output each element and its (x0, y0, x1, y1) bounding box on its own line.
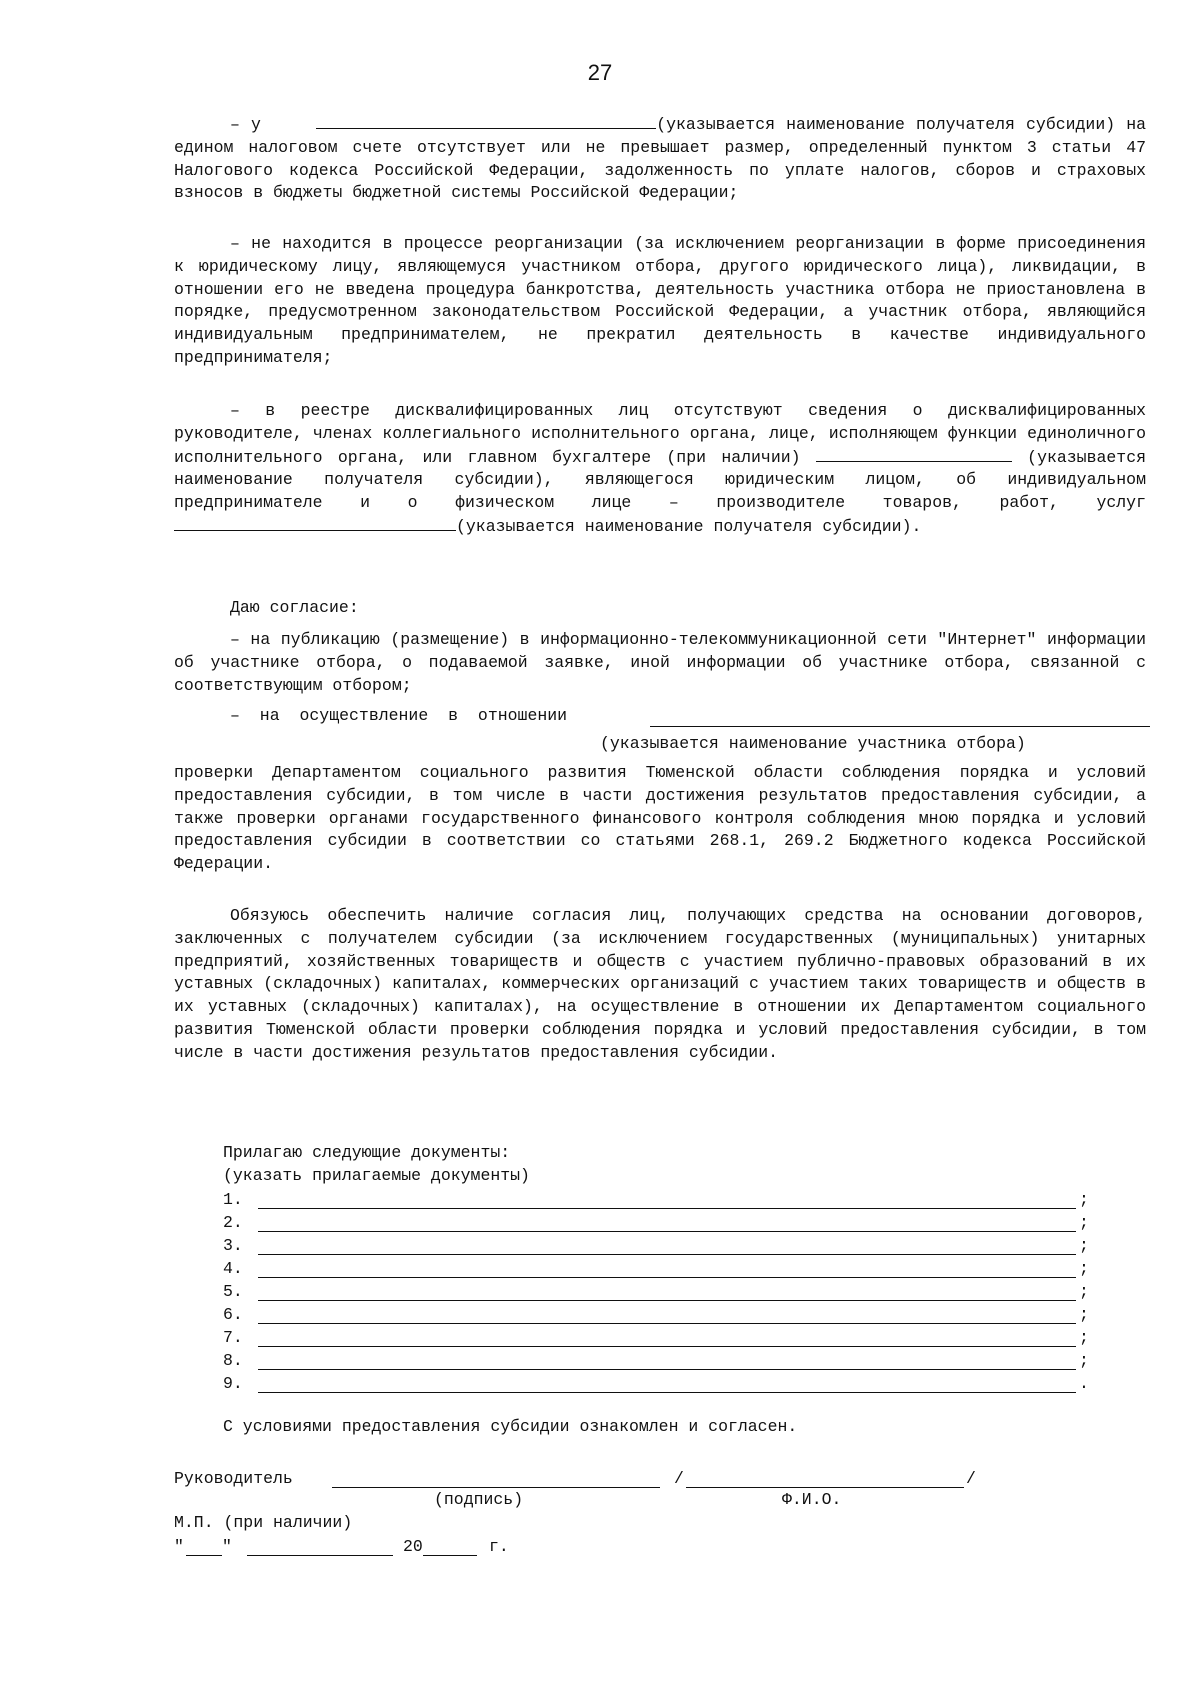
date-year-blank (423, 1555, 477, 1556)
consent-item-publication-text: – на публикацию (размещение) в информационно-телекоммуникационной сети "Интернет" информации об участнике отбора, о подаваемой заявке, иной информации об участнике отбора, связанной с соответствующим отбором; (174, 630, 1146, 695)
paragraph-tax-debt-body: (указывается наименование получателя субсидии) на едином налоговом счете отсутствует или не превышает размер, определенный пунктом 3 статьи 47 Налогового кодекса Российской Федерации, задолженность по уплате налогов, сборов и страховых взносов в бюджеты бюджетной системы Российской Федерации; (174, 115, 1146, 203)
paragraph-disqualified-part2: (указывается наименование получателя субсидии), являющегося юридическим лицом, об индивидуальном предпринимателе и о физическом лице – производителе товаров, работ, услуг (174, 447, 1146, 513)
paragraph-reorganization (174, 233, 1146, 370)
full-name-caption: Ф.И.О. (782, 1490, 842, 1509)
recipient-name-blank (316, 113, 656, 129)
attachment-line[interactable] (258, 1231, 1076, 1232)
attachment-terminator: ; (1079, 1305, 1089, 1324)
attachment-number: 3. (223, 1236, 243, 1255)
attachment-line[interactable] (258, 1392, 1076, 1393)
recipient-name-blank-3 (174, 515, 456, 531)
paragraph-reorganization-text: – не находится в процессе реорганизации (за исключением реорганизации в форме присоединения к юридическому лицу, являющемуся участником отбора, другого юридического лица), ликвидации, в отношении его не введена процедура банкротства, деятельность участника отбора не приостановлена в порядке, предусмотренном законодательством Российской Федерации, а участник отбора, являющийся индивидуальным предпринимателем, не прекратил деятельность в качестве индивидуального предпринимателя; (174, 234, 1146, 367)
date-quote-close: " (222, 1537, 232, 1556)
attachment-number: 2. (223, 1213, 243, 1232)
attachment-line[interactable] (258, 1369, 1076, 1370)
paragraph-tax-debt-text (174, 113, 1146, 205)
page-number: 27 (587, 60, 613, 85)
signature-role: Руководитель (174, 1469, 293, 1488)
attachment-number: 9. (223, 1374, 243, 1393)
date-year-suffix: г. (489, 1537, 509, 1556)
date-month-blank (247, 1555, 393, 1556)
attachment-line[interactable] (258, 1208, 1076, 1209)
attachment-terminator: ; (1079, 1282, 1089, 1301)
full-name-blank (686, 1487, 964, 1488)
signature-caption: (подпись) (434, 1490, 524, 1509)
attachment-line[interactable] (258, 1300, 1076, 1301)
participant-name-hint: (указывается наименование участника отбора) (600, 734, 1026, 753)
recipient-name-blank-2 (816, 446, 1012, 462)
attachment-line[interactable] (258, 1323, 1076, 1324)
paragraph-disqualified-text (174, 400, 1146, 539)
agreement-statement: С условиями предоставления субсидии ознакомлен и согласен. (223, 1417, 798, 1436)
date-day-blank (186, 1555, 222, 1556)
attachment-terminator: ; (1079, 1236, 1089, 1255)
date-quote-open: " (174, 1537, 184, 1556)
attachment-line[interactable] (258, 1277, 1076, 1278)
participant-name-blank (650, 726, 1150, 727)
consent-item-inspection (174, 762, 1146, 876)
paragraph-disqualified-part1: – в реестре дисквалифицированных лиц отсутствуют сведения о дисквалифицированных руководителе, членах коллегиального исполнительного органа, лице, исполняющем функции единоличного исполнительного органа, или главном бухгалтере (при наличии) (174, 401, 1146, 467)
date-year-prefix: 20 (403, 1537, 423, 1556)
attachment-number: 8. (223, 1351, 243, 1370)
attachment-number: 5. (223, 1282, 243, 1301)
signature-slash-left: / (674, 1469, 684, 1488)
consent-item-inspection-text: проверки Департаментом социального развития Тюменской области соблюдения порядка и условий предоставления субсидии, в том числе в части достижения результатов предоставления субсидии, а также проверки органами государственного финансового контроля соблюдения мною порядка и условий предоставления субсидии в соответствии со статьями 268.1, 269.2 Бюджетного кодекса Российской Федерации. (174, 763, 1146, 874)
attachment-terminator: ; (1079, 1351, 1089, 1370)
attachment-terminator: . (1079, 1374, 1089, 1393)
stamp-note: М.П. (при наличии) (174, 1513, 353, 1532)
attachment-terminator: ; (1079, 1328, 1089, 1347)
obligation-paragraph (174, 905, 1146, 1065)
paragraph-disqualified-part3: (указывается наименование получателя субсидии). (456, 516, 922, 536)
attachment-number: 1. (223, 1190, 243, 1209)
signature-blank (332, 1487, 660, 1488)
obligation-text: Обязуюсь обеспечить наличие согласия лиц, получающих средства на основании договоров, заключенных с получателем субсидии (за исключением государственных (муниципальных) унитарных предприятий, хозяйственных товариществ и обществ с участием публично-правовых образований в их уставных (складочных) капиталах, коммерческих организаций с участием таких товариществ и обществ в их уставных (складочных) капиталах), на осуществление в отношении их Департаментом социального развития Тюменской области проверки соблюдения порядка и условий предоставления субсидии, в том числе в части достижения результатов предоставления субсидии. (174, 906, 1146, 1062)
consent-item-inspection-prefix: – на осуществление в отношении (230, 706, 568, 725)
signature-slash-right: / (966, 1469, 976, 1488)
attachments-heading: Прилагаю следующие документы: (223, 1143, 511, 1162)
attachment-number: 6. (223, 1305, 243, 1324)
attachment-number: 4. (223, 1259, 243, 1278)
attachment-terminator: ; (1079, 1190, 1089, 1209)
attachment-terminator: ; (1079, 1259, 1089, 1278)
attachment-line[interactable] (258, 1254, 1076, 1255)
paragraph-disqualified (174, 400, 1146, 539)
consent-heading: Даю согласие: (230, 598, 359, 617)
attachment-terminator: ; (1079, 1213, 1089, 1232)
paragraph-tax-debt (174, 113, 1146, 205)
attachment-line[interactable] (258, 1346, 1076, 1347)
attachment-number: 7. (223, 1328, 243, 1347)
consent-item-publication (174, 629, 1146, 697)
paragraph-prefix: – у (230, 115, 261, 134)
attachments-subheading: (указать прилагаемые документы) (223, 1166, 530, 1185)
